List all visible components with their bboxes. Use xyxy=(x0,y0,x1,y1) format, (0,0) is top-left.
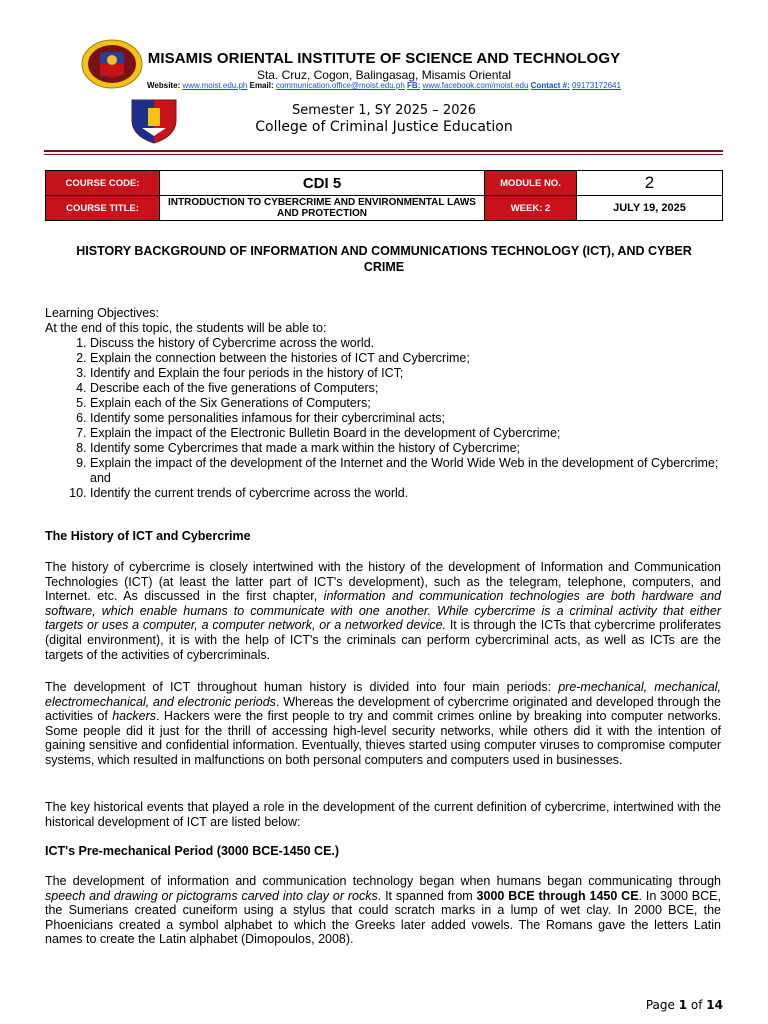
course-title-label: COURSE TITLE: xyxy=(46,196,160,221)
course-code-label: COURSE CODE: xyxy=(46,171,160,196)
objective-item: 1. Discuss the history of Cybercrime across the world. xyxy=(90,336,721,351)
school-address: Sta. Cruz, Cogon, Balingasag, Misamis Oriental xyxy=(256,68,512,82)
objective-item: 8. Identify some Cybercrimes that made a mark within the history of Cybercrime; xyxy=(90,441,721,456)
document-heading: HISTORY BACKGROUND OF INFORMATION AND COMMUNICATIONS TECHNOLOGY (ICT), AND CYBER CRIME xyxy=(76,244,692,274)
objectives-title: Learning Objectives: xyxy=(45,306,159,320)
objective-item: 2. Explain the connection between the histories of ICT and Cybercrime; xyxy=(90,351,721,366)
fb-link[interactable]: www.facebook.com/moist.edu xyxy=(422,81,529,90)
college-name: College of Criminal Justice Education xyxy=(255,119,513,135)
objective-item: 4. Describe each of the five generations of Computers; xyxy=(90,381,721,396)
week-label: WEEK: 2 xyxy=(485,196,577,221)
contact-line xyxy=(0,81,768,90)
contact-number[interactable]: 09173172641 xyxy=(572,81,621,90)
objectives-list xyxy=(45,336,721,501)
paragraph-history-2: The development of ICT throughout human history is divided into four main periods: pre-mechanical, mechanical, electromechanical, and electronic periods. Whereas the development of cybercrime originated and developed through the activities of hackers. Hackers were the first people to try and commit crimes online by breaking into computer networks. Some people did it just for the thrill of accessing high-level security networks, while others did it with the intention of gaining sensitive and confidential information. Eventually, thieves started using computer viruses to compromise computer systems, which resulted in malfunctions on both personal computers and computers used in businesses. xyxy=(45,680,721,767)
contact-label: Contact #: xyxy=(530,81,570,90)
website-link[interactable]: www.moist.edu.ph xyxy=(182,81,248,90)
paragraph-premechanical: The development of information and communication technology began when humans began communicating through speech and drawing or pictograms carved into clay or rocks. It spanned from 3000 BCE through 1450 CE. In 3000 BCE, the Sumerians created cuneiform using a stylus that could scratch marks in a lump of wet clay. In 2000 BCE, the Phoenicians created a symbol alphabet to which the Greeks later added vowels. The Romans gave the letters Latin names to create the Latin alphabet (Dimopoulos, 2008). xyxy=(45,874,721,947)
course-title: INTRODUCTION TO CYBERCRIME AND ENVIRONMENTAL LAWS AND PROTECTION xyxy=(160,196,485,221)
paragraph-history-1: The history of cybercrime is closely intertwined with the history of the development of Information and Communication Technologies (ICT) (at least the latter part of ICT's development), such as the telegram, telephone, computers, and Internet. etc. As discussed in the first chapter, information and communication technologies are both hardware and software, which enable humans to communicate with one another. While cybercrime is a criminal activity that either targets or uses a computer, a computer network, or a networked device. It is through the ICTs that cybercrime proliferates (digital environment), it is with the help of ICT's the criminals can perform cybercriminal acts, as well as ICTs are the targets of the activities of cybercriminals. xyxy=(45,560,721,662)
module-number: 2 xyxy=(577,171,723,196)
course-info-table xyxy=(45,170,723,221)
fb-label: FB: xyxy=(407,81,421,90)
objective-item: 9. Explain the impact of the development of the Internet and the World Wide Web in the development of Cybercrime; and xyxy=(90,456,721,486)
email-link[interactable]: communication.office@moist.edu.ph xyxy=(275,81,405,90)
email-label: Email: xyxy=(249,81,274,90)
paragraph-history-3: The key historical events that played a role in the development of the current definition of cybercrime, intertwined with the historical development of ICT are listed below: xyxy=(45,800,721,829)
header-divider xyxy=(44,150,723,152)
course-code: CDI 5 xyxy=(160,171,485,196)
objective-item: 6. Identify some personalities infamous for their cybercriminal acts; xyxy=(90,411,721,426)
semester: Semester 1, SY 2025 – 2026 xyxy=(291,103,477,118)
header-divider-thin xyxy=(44,154,723,155)
objective-item: 10. Identify the current trends of cybercrime across the world. xyxy=(90,486,721,501)
website-label: Website: xyxy=(147,81,181,90)
module-label: MODULE NO. xyxy=(485,171,577,196)
objective-item: 5. Explain each of the Six Generations of Computers; xyxy=(90,396,721,411)
objectives-intro: At the end of this topic, the students will be able to: xyxy=(45,321,327,335)
course-date: JULY 19, 2025 xyxy=(577,196,723,221)
objective-item: 7. Explain the impact of the Electronic Bulletin Board in the development of Cybercrime; xyxy=(90,426,721,441)
objective-item: 3. Identify and Explain the four periods in the history of ICT; xyxy=(90,366,721,381)
section-title-history: The History of ICT and Cybercrime xyxy=(45,529,251,543)
page-number: Page 1 of 14 xyxy=(645,998,723,1012)
school-name: MISAMIS ORIENTAL INSTITUTE OF SCIENCE AND TECHNOLOGY xyxy=(147,50,621,67)
section-title-premechanical: ICT's Pre-mechanical Period (3000 BCE-1450 CE.) xyxy=(45,844,340,858)
